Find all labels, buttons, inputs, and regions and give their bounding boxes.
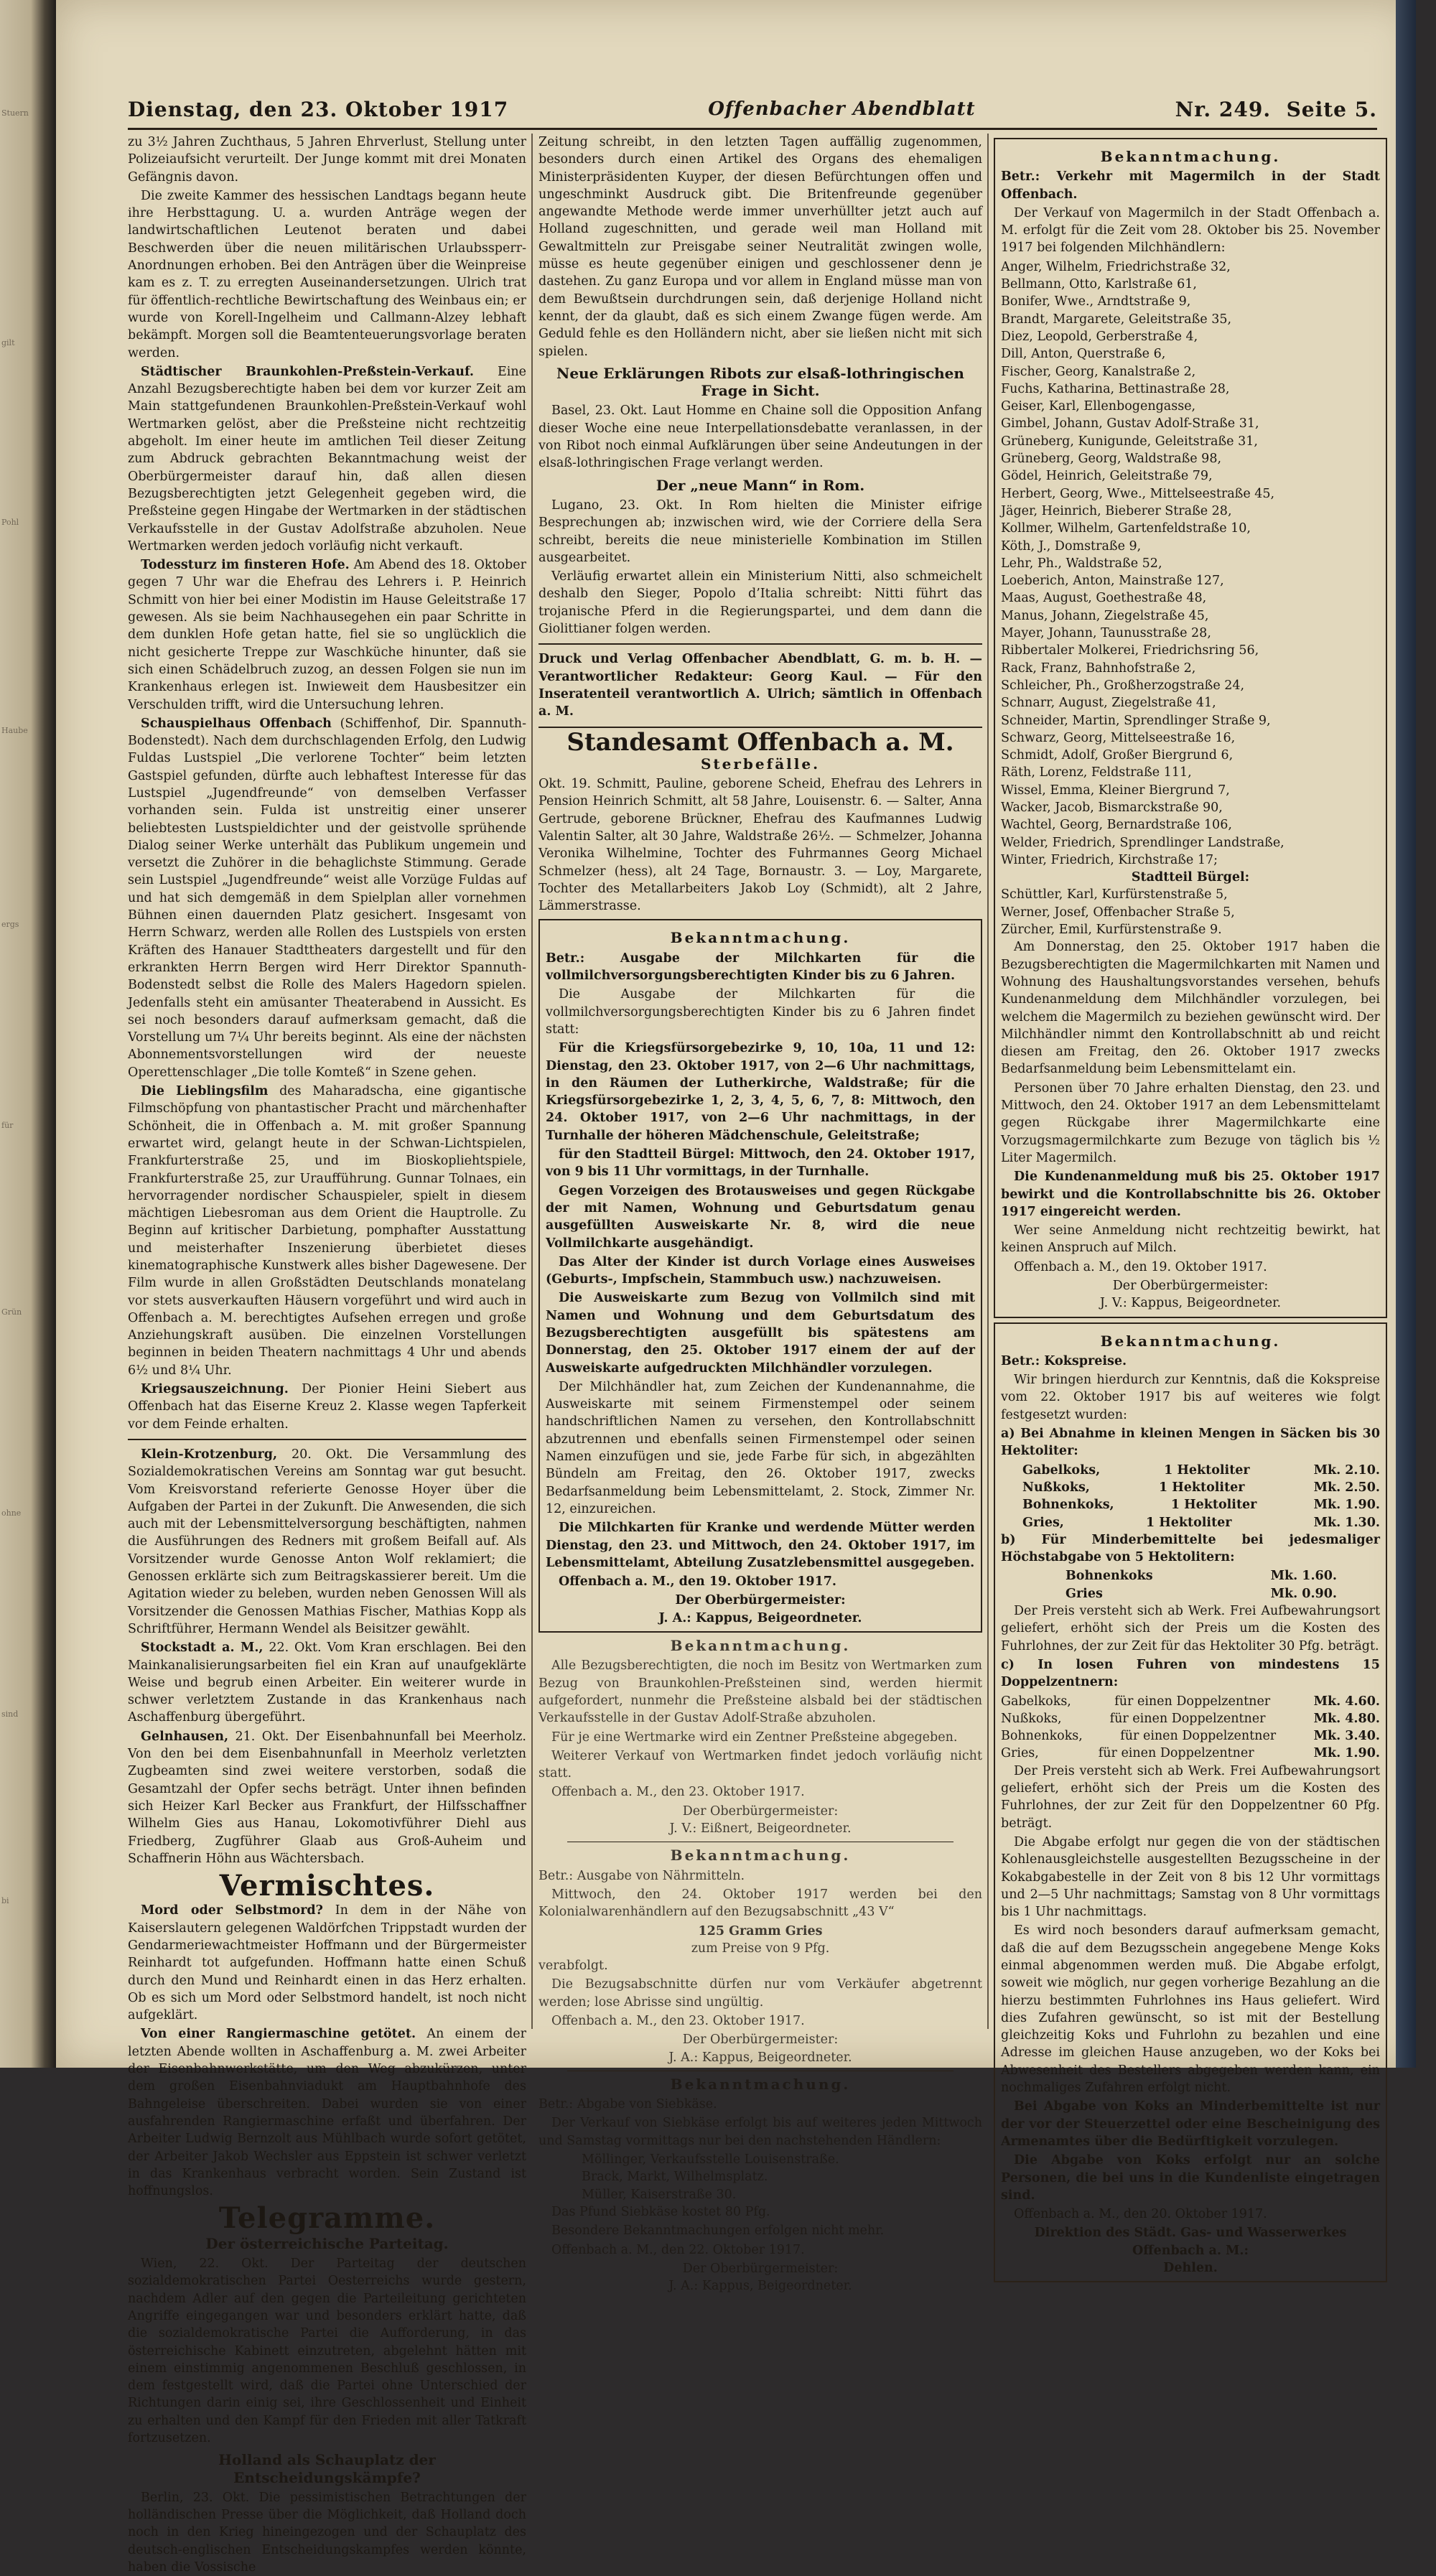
price-row xyxy=(1001,1693,1380,1710)
list-item: Bellmann, Otto, Karlstraße 61, xyxy=(1001,277,1197,292)
standesamt-heading: Standesamt Offenbach a. M. xyxy=(567,727,954,757)
announcement-subject: Betr.: Kokspreise. xyxy=(1001,1353,1127,1368)
list-item: Ribbertaler Molkerei, Friedrichsring 56, xyxy=(1001,643,1259,658)
price-row xyxy=(1022,1496,1380,1513)
list-item: Maas, August, Goethestraße 48, xyxy=(1001,591,1207,606)
announcement-office: Der Oberbürgermeister: xyxy=(682,2261,839,2276)
list-item: Wissel, Emma, Kleiner Biergrund 7, xyxy=(1001,783,1230,798)
price-qty: 1 Hektoliter xyxy=(1145,1515,1232,1530)
announcement-milchkarten xyxy=(538,919,982,1633)
header-rule xyxy=(128,128,1377,130)
list-item: Zürcher, Emil, Kurfürstenstraße 9. xyxy=(1001,923,1222,938)
price-value: Mk. 1.90. xyxy=(1313,1498,1380,1513)
announcement-heading: Bekanntmachung. xyxy=(1100,1332,1281,1350)
article xyxy=(128,556,526,714)
list-item: Schüttler, Karl, Kurfürstenstraße 5, xyxy=(1001,887,1228,902)
column-3 xyxy=(994,134,1387,2276)
list-item: Dill, Anton, Querstraße 6, xyxy=(1001,347,1166,362)
article-text: Berlin, 23. Okt. Die pessimistischen Betrachtungen der holländischen Presse über die Möglichkeit, daß Holland doch noch in den Krieg hineingezogen und der Schauplatz des deutsch-englischen Entscheidungskampfes werden könnte, haben die Vossische xyxy=(128,2490,526,2575)
announcement-text: Für je eine Wertmarke wird ein Zentner Preßsteine abgegeben. xyxy=(551,1730,958,1745)
price-qty: für einen Doppelzentner xyxy=(1114,1694,1271,1709)
article-title: Klein-Krotzenburg, xyxy=(141,1447,278,1462)
announcement-signature: J. V.: Eißnert, Beigeordneter. xyxy=(669,1821,852,1837)
announcement-date: Offenbach a. M., den 23. Oktober 1917. xyxy=(551,1785,805,1800)
price-value: Mk. 3.40. xyxy=(1313,1729,1380,1744)
article-title: Von einer Rangiermaschine getötet. xyxy=(141,2027,416,2042)
article-title: Stockstadt a. M., xyxy=(141,1641,264,1656)
article-text: Wien, 22. Okt. Der Parteitag der deutschen sozialdemokratischen Partei Oesterreichs wurde gestern, nachdem Adler auf den gegen die Parteileitung gerichteten Angriffe eingegangen war und besonders erklärt hatte, daß die sozialdemokratische Partei die Aufforderung, in das österreichische Kabinett einzutreten, abgelehnt hätten mit einem einstimmig angenommenen Beschluß geschlossen, in dem festgestellt wird, daß die Partei ohne Unterschied der Richtungen darin einig sei, ihre Geschlossenheit und Einheit zu erhalten und den Kampf für den Frieden mit aller Tatkraft fortzusetzen. xyxy=(128,2257,526,2445)
announcement-signature: Dehlen. xyxy=(1163,2261,1218,2276)
announcement-text: Das Pfund Siebkäse kostet 80 Pfg. xyxy=(551,2204,770,2219)
list-item: Rack, Franz, Bahnhofstraße 2, xyxy=(1001,661,1196,676)
list-item: Brandt, Margarete, Geleitstraße 35, xyxy=(1001,312,1232,327)
article-text: (Schiffenhof, Dir. Spannuth-Bodenstedt). Nach dem durchschlagenden Erfolg, den Ludwig Fuldas Lustspiel „Die verlorene Tochter“ beim letzten Gastspiel gefunden, dürfte auch lebhaftest Interesse für das Lustspiel „Jugendfreunde“ von demselben Verfasser vorhanden sein. Fulda ist unstreitig einer unserer beliebtesten Lustspieldichter und der geistvolle sprühende Dialog seiner Werke unterhält das Publikum ungemein und versetzt die Zuhörer in die behaglichste Stimmung. Gerade sein Lustspiel „Jugendfreunde“ weist alle Vorzüge Fuldas auf und hat sich demgemäß in dem Spielplan aller vornehmen Bühnen einen dauernden Platz gesichert. Insgesamt von Herrn Schwarz, werden alle Rollen des Lustspiels von ersten Kräften des Hanauer Stadttheaters dargestellt und für den erkrankten Herrn Bergen wird Herr Direktor Spannuth-Bodenstedt selbst die Rolle des Malers Hagedorn spielen. Jedenfalls steht ein amüsanter Theaterabend in Aussicht. Es sei noch besonders darauf aufmerksam gemacht, daß die Vorstellung um 7¼ Uhr bereits beginnt. Als eine der nächsten Abonnementsvorstellungen wird der neueste Operettenschlager „Die tolle Komteß“ in Szene gehen. xyxy=(128,716,526,1080)
announcement-text: Gegen Vorzeigen des Brotausweises und gegen Rückgabe der mit Namen, Wohnung und Geburtsdatum genau ausgefüllten Ausweiskarte Nr. 8, wird die neue Vollmilchkarte ausgehändigt. xyxy=(546,1183,975,1251)
price-value: Mk. 1.60. xyxy=(1270,1569,1337,1584)
price-value: Mk. 2.50. xyxy=(1313,1480,1380,1495)
binding-cover-edge xyxy=(1396,0,1416,2068)
price-value: Mk. 0.90. xyxy=(1270,1586,1337,1601)
list-item: Schneider, Martin, Sprendlinger Straße 9, xyxy=(1001,713,1271,728)
list-item: Herbert, Georg, Wwe., Mittelseestraße 45, xyxy=(1001,486,1275,501)
article-text: 21. Okt. Der Eisenbahnunfall bei Meerholz. Von den bei dem Eisenbahnunfall in Meerholz verletzten Zugbeamten sind zwei weitere verstorben, sodaß die Gesamtzahl der Opfer sechs beträgt. Unter ihnen befinden sich Heizer Karl Becker aus Frankfurt, der Hilfsschaffner Wilhelm Gies aus Hanau, Lokomotivführer Diehl aus Friedberg, Zugführer Glaab aus Groß-Auheim und Schaffnerin Höhn aus Wächtersbach. xyxy=(128,1729,526,1866)
article-text: Der Pionier Heini Siebert aus Offenbach hat das Eiserne Kreuz 2. Klasse wegen Tapferkeit vor dem Feinde erhalten. xyxy=(128,1382,526,1432)
list-item: Schnarr, August, Ziegelstraße 41, xyxy=(1001,696,1216,711)
article-text: Verläufig erwartet allein ein Ministerium Nitti, also schmeichelt deshalb den Sieger, Popolo d’Italia schreibt: Nitti führt das trojanische Pferd in die Regierungspartei, und dem dann die Giolittianer folgen werden. xyxy=(538,569,982,637)
price-row xyxy=(1001,1710,1380,1727)
imprint: Druck und Verlag Offenbacher Abendblatt, G. m. b. H. — Verantwortlicher Redakteur: Georg Kaul. — Für den Inseratenteil verantwortlich A. Ulrich; sämtlich in Offenbach a. M. xyxy=(538,652,982,719)
announcement-magermilch xyxy=(994,138,1387,1318)
newspaper-title: Offenbacher Abendblatt xyxy=(708,98,976,120)
article-headline: Neue Erklärungen Ribots zur elsaß-lothringischen Frage in Sicht. xyxy=(556,364,964,400)
announcement-item: 125 Gramm Gries xyxy=(698,1923,823,1938)
announcement-text: Besondere Bekanntmachungen erfolgen nicht mehr. xyxy=(551,2223,885,2239)
list-item: Schleicher, Ph., Großherzogstraße 24, xyxy=(1001,678,1245,693)
list-item: Winter, Friedrich, Kirchstraße 17; xyxy=(1001,852,1218,867)
article-title: Kriegsauszeichnung. xyxy=(141,1382,289,1397)
bleed-text: gilt xyxy=(1,338,15,347)
price-qty: für einen Doppelzentner xyxy=(1109,1711,1266,1726)
dealer-list xyxy=(1001,258,1380,869)
dealer-list xyxy=(538,2151,982,2203)
article-text: Lugano, 23. Okt. In Rom hielten die Minister eifrige Besprechungen ab; inzwischen wird, wie der Corriere della Sera schreibt, bereits die neue ministerielle Kombination im Stillen ausgearbeitet. xyxy=(538,498,982,565)
article xyxy=(128,1381,526,1433)
announcement-text: Weiterer Verkauf von Wertmarken findet jedoch vorläufig nicht statt. xyxy=(538,1748,982,1781)
article-headline: Der österreichische Parteitag. xyxy=(205,2234,449,2252)
price-label: Bohnenkoks, xyxy=(1001,1729,1083,1744)
price-row xyxy=(1022,1462,1380,1479)
announcement-office: Der Oberbürgermeister: xyxy=(682,1803,839,1819)
announcement-text: Wir bringen hierdurch zur Kenntnis, daß die Kokspreise vom 22. Oktober 1917 bis auf weiteres wie folgt festgesetzt wurden: xyxy=(1001,1373,1380,1422)
article xyxy=(128,363,526,555)
list-item: Diez, Leopold, Gerberstraße 4, xyxy=(1001,329,1198,344)
price-label: Nußkoks, xyxy=(1022,1480,1090,1495)
list-item: Fischer, Georg, Kanalstraße 2, xyxy=(1001,364,1196,379)
bleed-text: ohne xyxy=(1,1508,22,1518)
announcement-text: Alle Bezugsberechtigten, die noch im Besitz von Wertmarken zum Bezug von Braunkohlen-Preßsteinen sind, werden hiermit aufgefordert, nunmehr die Preßsteine alsbald bei der städtischen Verkaufsstelle in der Gustav Adolf-Straße abzuholen. xyxy=(538,1658,982,1726)
price-qty: für einen Doppelzentner xyxy=(1120,1729,1277,1744)
list-item: Welder, Friedrich, Sprendlinger Landstraße, xyxy=(1001,835,1285,850)
list-item: Lehr, Ph., Waldstraße 52, xyxy=(1001,556,1162,571)
list-item: Grüneberg, Kunigunde, Geleitstraße 31, xyxy=(1001,434,1258,449)
announcement-subject: Betr.: Ausgabe der Milchkarten für die vollmilchversorgungsberechtigten Kinder bis zu 6 Jahren. xyxy=(546,951,975,984)
list-item: Möllinger, Verkaufsstelle Louisenstraße. xyxy=(582,2152,839,2167)
district-heading: Stadtteil Bürgel: xyxy=(1131,870,1250,885)
article-text: Zeitung schreibt, in den letzten Tagen auffällig zugenommen, besonders durch einen Artikel des Organs des ehemaligen Ministerpräsidenten Kuyper, der diesen Befürchtungen offen und ungeschminkt Ausdruck gibt. Die Britenfreunde gegenüber angewandte Methode werde immer unverhüllter jetzt auch auf Holland zugeschnitten, und gerade weil man Holland mit Gewaltmitteln zur Preisgabe seiner Neutralität zwingen wolle, müsse es heute gegenüber einigen und geschlossener denn je dastehen. Zu ganz Europa und vor allem in England müsse man von dem Bewußtsein durchdrungen sein, daß derjenige Holland nicht kennt, der da glaubt, daß es sich einem Zwange fügen werde. Am Geduld fehle es den Holländern nicht, aber sie ließen nicht mit sich spielen. xyxy=(538,135,982,359)
list-item: Bonifer, Wwe., Arndtstraße 9, xyxy=(1001,294,1191,309)
article xyxy=(128,1728,526,1867)
announcement-date: Offenbach a. M., den 20. Oktober 1917. xyxy=(1014,2207,1267,2222)
announcement-signature: J. A.: Kappus, Beigeordneter. xyxy=(668,2050,852,2065)
price-qty: 1 Hektoliter xyxy=(1158,1480,1245,1495)
article-text: Am Abend des 18. Oktober gegen 7 Uhr war die Ehefrau des Lehrers i. P. Heinrich Schmitt von hier bei einer Modistin im Hause Geleitstraße 17 gewesen. Als sie beim Nachhausegehen ein paar Schritte in dem dunklen Hofe getan hatte, fiel sie so unglücklich die nicht gesicherte Treppe zur Waschküche hinunter, daß sie sich einen Schädelbruch zuzog, an dessen Folgen sie nun im Krankenhaus erlegen ist. Inwieweit dem Hausbesitzer ein Verschulden trifft, wird die Untersuchung lehren. xyxy=(128,558,526,712)
price-label: Bohnenkoks, xyxy=(1022,1498,1114,1513)
price-value: Mk. 1.90. xyxy=(1313,1746,1380,1761)
announcement-heading: Bekanntmachung. xyxy=(1100,148,1281,165)
announcement-pressteine xyxy=(538,1637,982,1837)
announcement-subject: Betr.: Abgabe von Siebkäse. xyxy=(538,2097,717,2112)
announcement-siebkaese xyxy=(538,2076,982,2295)
price-label: Gries, xyxy=(1022,1515,1064,1530)
announcement-date: Offenbach a. M., den 22. Oktober 1917. xyxy=(551,2242,805,2257)
article-text: 20. Okt. Die Versammlung des Sozialdemokratischen Vereins am Sonntag war gut besucht. Vom Kreisvorstand referierte Genosse Hoyer über die Aufgaben der Partei in der Zukunft. Die Anwesenden, die sich auch mit der Lebensmittelversorgung beschäftigten, nahmen die Ausführungen des Redners mit großem Beifall auf. Als Vorsitzender wurde Genosse Anton Wolf reklamiert; die Genossen erklärte sich zum Beitragskassierer bereit. Um die Agitation wieder zu beleben, wurden neben Genossen Will als Vorsitzender die Genossen Mathias Fischer, Mathias Kopp als Schriftführer, Hermann Wendel als Beisitzer gewählt. xyxy=(128,1447,526,1636)
article-text: An einem der letzten Abende wollten in Aschaffenburg a. M. zwei Arbeiter der Eisenbahnwerkstätte, um den Weg abzukürzen, unter dem großen Eisenbahnviadukt am Hauptbahnhofe des Bahngeleise überschreiten. Dabei wurden sie von einer ausfahrenden Rangiermaschine erfaßt und überfahren. Der Arbeiter Ludwig Bernzolt aus Mühlbach wurde sofort getötet, der Arbeiter Jakob Wechsler aus Eppstein ist schwer verletzt in das Krankenhaus verbracht worden. Sein Zustand ist hoffnungslos. xyxy=(128,2027,526,2199)
price-value: Mk. 4.60. xyxy=(1313,1694,1380,1709)
announcement-text: Das Alter der Kinder ist durch Vorlage eines Ausweises (Geburts-, Impfschein, Stammbuch usw.) nachzuweisen. xyxy=(546,1254,975,1287)
price-row xyxy=(1022,1479,1380,1496)
article-text: Basel, 23. Okt. Laut Homme en Chaine soll die Opposition Anfang dieser Woche eine neue Interpellationsdebatte veranlassen, in der von Ribot noch einmal Aufklärungen über seine Andeutungen in der elsaß-lothringischen Frage verlangt werden. xyxy=(538,403,982,471)
announcement-text: Der Verkauf von Siebkäse erfolgt bis auf weiteres jeden Mittwoch und Samstag vormittags nur bei den nachstehenden Händlern: xyxy=(538,2116,982,2148)
newspaper-page xyxy=(56,0,1416,2575)
list-item: Wachtel, Georg, Bernardstraße 106, xyxy=(1001,818,1232,833)
announcement-date: Offenbach a. M., den 19. Oktober 1917. xyxy=(559,1574,837,1590)
price-label: Bohnenkoks xyxy=(1066,1569,1153,1584)
price-value: Mk. 4.80. xyxy=(1313,1711,1380,1726)
article xyxy=(128,1083,526,1379)
list-item: Gödel, Heinrich, Geleitstraße 79, xyxy=(1001,469,1213,484)
price-table xyxy=(1001,1462,1380,1531)
section-rule xyxy=(538,643,982,645)
announcement-text: Die Abgabe von Koks erfolgt nur an solche Personen, die bei uns in die Kundenliste eingetragen sind. xyxy=(1001,2153,1380,2203)
list-item: Kollmer, Wilhelm, Gartenfeldstraße 10, xyxy=(1001,521,1251,536)
article-headline: Der „neue Mann“ in Rom. xyxy=(656,476,865,494)
page-number: Seite 5. xyxy=(1286,97,1377,121)
column-divider xyxy=(987,134,989,2029)
announcement-text: Der Preis versteht sich ab Werk. Frei Aufbewahrungsort geliefert, erhöht sich der Preis um die Kosten des Fuhrlohnes, der zur Zeit für das Hektoliter 30 Pfg. beträgt. xyxy=(1001,1604,1380,1653)
article xyxy=(128,1639,526,1726)
announcement-text: Die Kundenanmeldung muß bis 25. Oktober 1917 bewirkt und die Kontrollabschnitte bis 26. Oktober 1917 eingereicht werden. xyxy=(1001,1170,1380,1219)
announcement-text: Die Ausweiskarte zum Bezug von Vollmilch sind mit Namen und Wohnung und dem Geburtsdatum des Bezugsberechtigten ausgefüllt bis spätestens am Donnerstag, den 25. Oktober 1917 einem der auf der Ausweiskarte aufgedruckten Milchhändler vorzulegen. xyxy=(546,1291,975,1376)
announcement-text: verabfolgt. xyxy=(538,1959,608,1974)
announcement-date: Offenbach a. M., den 19. Oktober 1917. xyxy=(1014,1259,1267,1274)
announcement-text: Der Verkauf von Magermilch in der Stadt Offenbach a. M. erfolgt für die Zeit vom 28. Oktober bis 25. November 1917 bei folgenden Milchhändlern: xyxy=(1001,205,1380,256)
list-item: Brack, Markt, Wilhelmsplatz. xyxy=(582,2170,768,2185)
price-table xyxy=(1001,1567,1380,1602)
announcement-text: für den Stadtteil Bürgel: Mittwoch, den 24. Oktober 1917, von 9 bis 11 Uhr vormittags, in der Turnhalle. xyxy=(546,1147,975,1180)
price-qty: für einen Doppelzentner xyxy=(1098,1746,1254,1761)
article-text: In dem in der Nähe von Kaiserslautern gelegenen Waldörfchen Trippstadt wurden der Gendarmeriewachtmeister Hoffmann und der Bürgermeister Reinhardt tot aufgefunden. Hoffmann hatte einen Schuß durch den Mund und Reinhardt einen in das Herz erhalten. Ob es sich um Mord oder Selbstmord handelt, ist noch nicht aufgeklärt. xyxy=(128,1903,526,2023)
announcement-office: Der Oberbürgermeister: xyxy=(675,1593,846,1608)
announcement-office: Der Oberbürgermeister: xyxy=(682,2033,839,2048)
price-row xyxy=(1066,1585,1337,1602)
price-label: Gries, xyxy=(1001,1746,1039,1761)
announcement-text: Mittwoch, den 24. Oktober 1917 werden bei den Kolonialwarenhändlern auf den Bezugsabschnitt „43 V“ xyxy=(538,1887,982,1920)
article xyxy=(128,1902,526,2024)
list-item: Geiser, Karl, Ellenbogengasse, xyxy=(1001,399,1196,414)
column-2 xyxy=(538,134,982,2294)
list-item: Wacker, Jacob, Bismarckstraße 90, xyxy=(1001,800,1223,815)
bleed-text: ergs xyxy=(1,920,19,929)
article-text: Eine Anzahl Bezugsberechtigte haben bei dem vor kurzer Zeit am Main stattgefundenen Braunkohlen-Preßstein-Verkauf wohl Wertmarken gelöst, aber die Preßsteine nicht rechtzeitig abgeholt. Im einer heute im amtlichen Teil dieser Zeitung zum Abdruck gebrachten Bekanntmachung weist der Oberbürgermeister darauf hin, daß allen diesen Bezugsberechtigten jetzt Gelegenheit gegeben wird, die Preßsteine gegen Hingabe der Wertmarken in der städtischen Verkaufsstelle in der Gustav Adolfstraße abzuholen. Neue Wertmarken werden jedoch vorläufig nicht verkauft. xyxy=(128,364,526,554)
announcement-subject: Betr.: Verkehr mit Magermilch in der Stadt Offenbach. xyxy=(1001,169,1380,202)
price-row xyxy=(1022,1514,1380,1531)
list-item: Loeberich, Anton, Mainstraße 127, xyxy=(1001,574,1224,589)
announcement-naehrmittel xyxy=(538,1847,982,2066)
issue-date: Dienstag, den 23. Oktober 1917 xyxy=(128,97,509,121)
price-value: Mk. 2.10. xyxy=(1313,1462,1380,1478)
price-label: Gabelkoks, xyxy=(1022,1462,1101,1478)
price-label: Nußkoks, xyxy=(1001,1711,1062,1726)
dealer-list xyxy=(1001,886,1380,938)
article-text: Die zweite Kammer des hessischen Landtags begann heute ihre Herbsttagung. U. a. wurden Anträge wegen der landwirtschaftlichen Leutenot beraten und dabei Beschwerden über die neuen militärischen Urlaubssperr-Anordnungen erhoben. Bei den Anträgen über die Weinpreise kam es z. T. zu erregten Auseinandersetzungen. Ulrich trat für öffentlich-rechtliche Bewirtschaftung des Weinbaus ein; er wurde von Korell-Ingelheim und Callmann-Alzey lebhaft bekämpft. Morgen soll die Beamtenteuerungsvorlage beraten werden. xyxy=(128,188,526,360)
list-item: Jäger, Heinrich, Bieberer Straße 28, xyxy=(1001,503,1232,518)
bleed-text: für xyxy=(1,1121,14,1130)
price-qty: 1 Hektoliter xyxy=(1164,1462,1250,1478)
article-title: Schauspielhaus Offenbach xyxy=(141,716,332,731)
bleed-text: Stuern xyxy=(1,108,29,118)
list-item: Anger, Wilhelm, Friedrichstraße 32, xyxy=(1001,259,1231,274)
bleed-text: sind xyxy=(1,1709,19,1719)
announcement-subject: Betr.: Ausgabe von Nährmitteln. xyxy=(538,1868,745,1883)
column-divider xyxy=(531,134,533,2029)
bleed-text: Haube xyxy=(1,726,28,735)
list-item: Müller, Kaiserstraße 30. xyxy=(582,2187,737,2202)
announcement-signature: J. A.: Kappus, Beigeordneter. xyxy=(668,2279,852,2294)
announcement-text: Die Ausgabe der Milchkarten für die vollmilchversorgungsberechtigten Kinder bis zu 6 Jahren findet statt: xyxy=(546,987,975,1037)
price-section: b) Für Minderbemittelte bei jedesmaliger Höchstabgabe von 5 Hektolitern: xyxy=(1001,1532,1380,1565)
list-item: Grüneberg, Georg, Waldstraße 98, xyxy=(1001,452,1222,467)
announcement-signature: J. A.: Kappus, Beigeordneter. xyxy=(658,1610,862,1625)
article-title: Todessturz im finsteren Hofe. xyxy=(141,558,350,573)
announcement-text: Es wird noch besonders darauf aufmerksam gemacht, daß die auf dem Bezugsschein angegebene Menge Koks einmal abgenommen werden muß. Die Abgabe erfolgt, soweit wie möglich, nur gegen vorherige Bezahlung an die hierzu bestimmten Fuhrlohnes ins Haus geliefert. Wird dies Zufahren gewünscht, so ist mit der Bestellung gleichzeitig Koks und Fuhrlohn zu bezahlen und eine Adresse im gleichen Hause anzugeben, wo der Koks bei Abwesenheit des Bestellers abgegeben werden kann, ein nochmaliges Zufahren erfolgt nicht. xyxy=(1001,1923,1380,2096)
announcement-office: Der Oberbürgermeister: xyxy=(1112,1279,1269,1293)
announcement-text: Bei Abgabe von Koks an Minderbemittelte ist nur der vor der Steuerzettel oder eine Bescheinigung des Armenamtes über die Bedürftigkeit vorzulegen. xyxy=(1001,2099,1380,2149)
death-notices: Okt. 19. Schmitt, Pauline, geborene Scheid, Ehefrau des Lehrers in Pension Heinrich Schmitt, alt 58 Jahre, Louisenstr. 6. — Salter, Anna Gertrude, geborene Brückner, Ehefrau des Kaufmannes Ludwig Valentin Salter, alt 30 Jahre, Waldstraße 26½. — Schmelzer, Johanna Veronika Wilhelmine, Tochter des Fuhrmannes Georg Michael Schmelzer (hess), alt 24 Tage, Bornaustr. 3. — Loy, Margarete, Tochter des Metallarbeiters Jakob Loy (Schmidt), alt 2 Jahre, Lämmerstrasse. xyxy=(538,777,982,914)
announcement-text: Die Bezugsabschnitte dürfen nur vom Verkäufer abgetrennt werden; lose Abrisse sind ungültig. xyxy=(538,1977,982,2010)
announcement-text: Die Abgabe erfolgt nur gegen die von der städtischen Kohlenausgleichstelle ausgestellten Bezugsscheine in der Kokabgabestelle in der Zeit von 8 bis 12 Uhr vormittags und 2—5 Uhr nachmittags; Samstag von 8 Uhr vormittags bis 1 Uhr nachmittags. xyxy=(1001,1834,1380,1920)
section-heading-telegramme: Telegramme. xyxy=(218,2201,436,2236)
price-table xyxy=(1001,1693,1380,1763)
column-1 xyxy=(128,134,526,2575)
article xyxy=(128,715,526,1081)
announcement-office: Direktion des Städt. Gas- und Wasserwerkes xyxy=(1034,2226,1347,2241)
announcement-date: Offenbach a. M., den 23. Oktober 1917. xyxy=(551,2013,805,2028)
bleed-text: Grün xyxy=(1,1307,22,1317)
announcement-heading: Bekanntmachung. xyxy=(670,2075,851,2093)
article-title: Gelnhausen, xyxy=(141,1729,229,1744)
list-item: Köth, J., Domstraße 9, xyxy=(1001,538,1142,554)
price-section: c) In losen Fuhren von mindestens 15 Doppelzentnern: xyxy=(1001,1657,1380,1690)
announcement-text: Der Preis versteht sich ab Werk. Frei Aufbewahrungsort geliefert, erhöht sich der Preis um die Kosten des Fuhrlohnes, der zur Zeit für den Doppelzentner 60 Pfg. beträgt. xyxy=(1001,1763,1380,1831)
issue-number: Nr. 249. xyxy=(1175,97,1272,121)
list-item: Gimbel, Johann, Gustav Adolf-Straße 31, xyxy=(1001,416,1259,431)
announcement-price: zum Preise von 9 Pfg. xyxy=(691,1941,830,1956)
bleed-text: Pohl xyxy=(1,518,19,527)
announcement-text: Für die Kriegsfürsorgebezirke 9, 10, 10a, 11 und 12: Dienstag, den 23. Oktober 1917, von 2—6 Uhr nachmittags, in den Räumen der Lutherkirche, Waldstraße; für die Kriegsfürsorgebezirke 1, 2, 3, 4, 5, 6, 7, 8: Mittwoch, den 24. Oktober 1917, von 2—6 Uhr nachmittags, in der Turnhalle der höheren Mädchenschule, Geleitstraße; xyxy=(546,1041,975,1143)
list-item: Werner, Josef, Offenbacher Straße 5, xyxy=(1001,905,1235,920)
list-item: Schmidt, Adolf, Großer Biergrund 6, xyxy=(1001,748,1234,763)
article-headline: Holland als Schauplatz der Entscheidungskämpfe? xyxy=(218,2451,436,2486)
announcement-signature: J. V.: Kappus, Beigeordneter. xyxy=(1099,1296,1282,1311)
section-heading-vermischtes: Vermischtes. xyxy=(219,1869,435,1903)
announcement-heading: Bekanntmachung. xyxy=(670,929,851,947)
book-binding-gutter xyxy=(0,0,56,2068)
section-rule xyxy=(128,1439,526,1440)
list-item: Räth, Lorenz, Feldstraße 111, xyxy=(1001,765,1192,780)
list-item: Manus, Johann, Ziegelstraße 45, xyxy=(1001,608,1209,623)
announcement-city: Offenbach a. M.: xyxy=(1132,2243,1249,2258)
announcement-text: Wer seine Anmeldung nicht rechtzeitig bewirkt, hat keinen Anspruch auf Milch. xyxy=(1001,1223,1380,1256)
article-title: Mord oder Selbstmord? xyxy=(141,1903,323,1918)
article-text: 22. Okt. Vom Kran erschlagen. Bei den Mainkanalisierungsarbeiten fiel ein Kran auf unaufgeklärte Weise und begrub einen Arbeiter. Ein weiterer wurde in schwer verletztem Zustande in das Krankenhaus nach Aschaffenburg übergeführt. xyxy=(128,1641,526,1725)
article xyxy=(128,2025,526,2200)
price-label: Gries xyxy=(1066,1586,1103,1601)
price-label: Gabelkoks, xyxy=(1001,1694,1071,1709)
price-section: a) Bei Abnahme in kleinen Mengen in Säcken bis 30 Hektoliter: xyxy=(1001,1427,1380,1459)
price-qty: 1 Hektoliter xyxy=(1170,1498,1257,1513)
article-title: Die Lieblingsfilm xyxy=(141,1084,269,1099)
article-text: des Maharadscha, eine gigantische Filmschöpfung von phantastischer Pracht und märchenhafter Schönheit, die in Offenbach a. M. mit großer Spannung erwartet wird, gelangt heute in der Schwan-Lichtspielen, Frankfurterstraße 25, und im Bioskopliehtspiele, Frankfurterstraße 25, zur Uraufführung. Gunnar Tolnaes, ein hervorragender nordischer Schauspieler, spielt in diesem mächtigen Liebesroman aus dem Orient die Hauptrolle. Zu Beginn auf kritischer Darbietung, pomphafter Ausstattung und meisterhafter Inszenierung überbietet dieses kinematographische Kunstwerk alles bisher Dagewesene. Der Film wurde in allen Großstädten Deutschlands monatelang vor stets ausverkauften Häusern vorgeführt und wird auch in Offenbach a. M. berechtigtes Aufsehen erregen und große Anziehungskraft ausüben. Die einzelnen Vorstellungen beginnen in beiden Theatern nachmittags 4 Uhr und abends 6½ und 8¼ Uhr. xyxy=(128,1084,526,1378)
article xyxy=(128,1446,526,1638)
list-item: Schwarz, Georg, Mittelseestraße 16, xyxy=(1001,730,1236,745)
bleed-text: bi xyxy=(1,1896,9,1905)
issue-number-page xyxy=(1175,98,1377,121)
announcement-kokspreise xyxy=(994,1322,1387,2283)
article-text: zu 3½ Jahren Zuchthaus, 5 Jahren Ehrverlust, Stellung unter Polizeiaufsicht verurteilt. Der Junge kommt mit drei Monaten Gefängnis davon. xyxy=(128,135,526,185)
article-title: Städtischer Braunkohlen-Preßstein-Verkauf. xyxy=(141,364,474,379)
list-item: Mayer, Johann, Taunusstraße 28, xyxy=(1001,626,1211,641)
price-row xyxy=(1001,1727,1380,1745)
announcement-text: Die Milchkarten für Kranke und werdende Mütter werden Dienstag, den 23. und Mittwoch, den 24. Oktober 1917, im Lebensmittelamt, Abteilung Zusatzlebensmittel ausgegeben. xyxy=(546,1521,975,1570)
announcement-heading: Bekanntmachung. xyxy=(670,1637,851,1655)
price-row xyxy=(1066,1567,1337,1585)
announcement-text: Am Donnerstag, den 25. Oktober 1917 haben die Bezugsberechtigten die Magermilchkarten mit Namen und Wohnung des Haushaltungsvorstandes versehen, behufs Kundenanmeldung dem Milchhändler vorzulegen, bei welchem die Magermilch zu beziehen gewünscht wird. Der Milchhändler nimmt den Kontrollabschnitt ab und reicht diesen am Freitag, den 26. Oktober 1917 zwecks Bedarfsanmeldung beim Lebensmittelamt ein. xyxy=(1001,940,1380,1077)
announcement-text: Der Milchhändler hat, zum Zeichen der Kundenannahme, die Ausweiskarte mit seinem Firmenstempel oder seinem handschriftlichen Namen zu versehen, den Kontrollabschnitt abzutrennen und ebenfalls seinen Firmenstempel oder seinen Namen einzufügen und sie, jede Farbe für sich, in abgezählten Bündeln am Freitag, den 26. Oktober 1917, zwecks Bedarfsanmeldung beim Lebensmittelamt, 2. Stock, Zimmer Nr. 12, einzureichen. xyxy=(546,1379,975,1516)
page-header xyxy=(128,93,1377,125)
sterbefaelle-heading: Sterbefälle. xyxy=(700,755,821,773)
announcement-heading: Bekanntmachung. xyxy=(670,1847,851,1865)
announcement-text: Personen über 70 Jahre erhalten Dienstag, den 23. und Mittwoch, den 24. Oktober 1917 an dem Lebensmittelamt gegen Rückgabe ihrer Magermilchkarte eine Vorzugsmagermilchkarte zum Bezuge von täglich bis ½ Liter Magermilch. xyxy=(1001,1081,1380,1165)
list-item: Fuchs, Katharina, Bettinastraße 28, xyxy=(1001,381,1230,396)
price-row xyxy=(1001,1745,1380,1762)
price-value: Mk. 1.30. xyxy=(1313,1515,1380,1530)
